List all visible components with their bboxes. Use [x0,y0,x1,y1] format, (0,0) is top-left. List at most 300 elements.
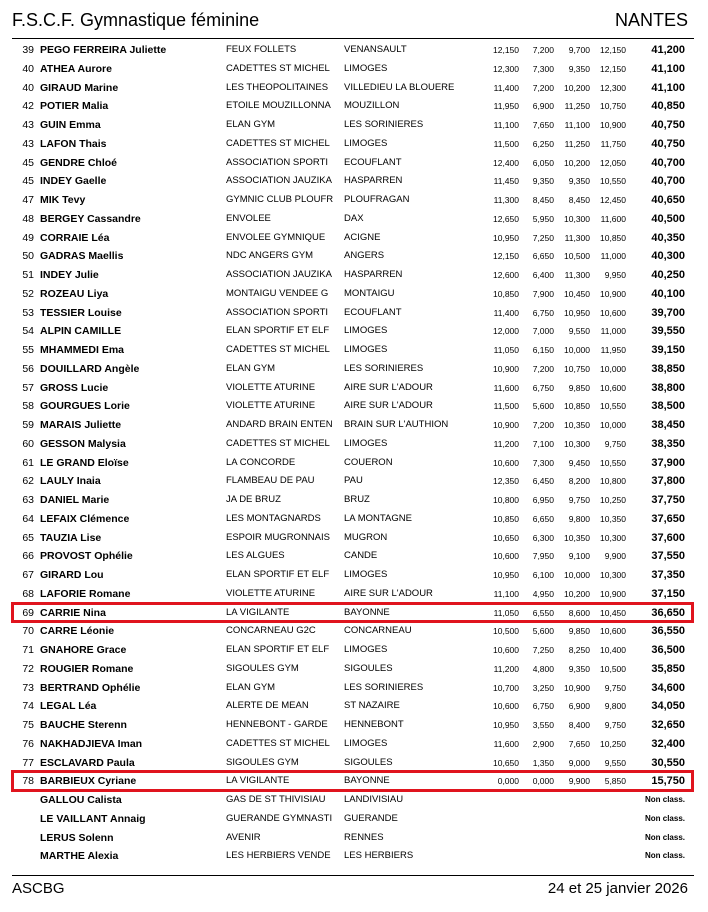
club-city: LIMOGES [344,737,388,749]
total-score: 37,550 [651,550,685,563]
score-apparatus-3: 11,300 [564,232,590,243]
total-score: 40,700 [651,175,685,188]
total-score: 38,450 [651,419,685,431]
gymnast-name: MHAMMEDI Ema [40,344,125,356]
organizer: ASCBG [12,880,65,897]
score-apparatus-2: 7,200 [532,420,554,430]
rank-cell: 57 [22,381,34,394]
score-apparatus-3: 9,350 [568,176,590,187]
score-apparatus-3: 10,300 [564,438,590,449]
score-apparatus-4: 10,350 [600,513,626,524]
club-name: NDC ANGERS GYM [226,250,314,262]
score-apparatus-2: 7,300 [532,63,554,74]
rank-cell: 61 [22,456,34,469]
score-apparatus-4: 9,900 [604,551,626,562]
total-score: 32,650 [651,719,685,731]
score-apparatus-3: 10,450 [564,288,590,299]
score-apparatus-1: 11,300 [493,195,519,205]
club-name: ELAN GYM [226,119,276,130]
score-apparatus-1: 10,650 [493,532,519,543]
page-header [12,10,690,34]
rank-cell: 67 [22,569,34,581]
score-apparatus-4: 10,600 [600,626,626,637]
score-apparatus-1: 11,050 [493,345,519,355]
table-row [0,491,708,510]
score-apparatus-2: 2,900 [532,738,554,749]
rank-cell: 48 [22,212,34,225]
score-apparatus-3: 10,000 [564,345,590,355]
table-row [0,622,708,641]
table-row [0,547,708,566]
score-apparatus-3: 9,000 [568,757,590,768]
club-city: LIMOGES [344,137,388,149]
club-name: ELAN GYM [226,681,276,693]
score-apparatus-4: 10,550 [600,176,626,187]
gymnast-name: NAKHADJIEVA Iman [40,737,143,750]
club-name: ESPOIR MUGRONNAIS [226,531,330,543]
rank-cell: 69 [22,606,34,619]
gymnast-name: CARRE Léonie [40,625,115,638]
gymnast-name: GESSON Malysia [40,437,126,450]
total-score: 40,750 [651,119,685,131]
total-score: 34,050 [651,700,685,713]
table-row [0,154,708,173]
club-name: ALERTE DE MEAN [226,700,309,712]
club-city: SIGOULES [344,756,393,768]
score-apparatus-2: 6,950 [532,495,554,505]
table-row [0,379,708,398]
score-apparatus-4: 12,050 [600,157,626,168]
score-apparatus-4: 9,750 [604,720,626,730]
table-row [0,360,708,379]
gymnast-name: CORRAIE Léa [40,231,110,244]
table-row [0,210,708,229]
club-city: ECOUFLANT [344,156,402,168]
score-apparatus-1: 12,350 [493,476,519,487]
score-apparatus-3: 9,700 [568,45,590,55]
club-city: LIMOGES [344,644,388,655]
rank-cell: 45 [22,175,34,188]
club-city: COUERON [344,456,393,468]
table-row [0,810,708,829]
score-apparatus-4: 9,550 [604,757,626,768]
club-name: LES MONTAGNARDS [226,512,321,524]
gymnast-name: MIK Tevy [40,194,86,206]
table-row [0,716,708,735]
header-divider [12,38,694,39]
rank-cell: 70 [22,625,34,638]
total-score: 37,900 [651,456,685,469]
score-apparatus-1: 10,950 [493,232,519,243]
rank-cell: 75 [22,719,34,731]
gymnast-name: LEGAL Léa [40,700,97,713]
score-apparatus-4: 10,850 [600,232,626,243]
club-name: CADETTES ST MICHEL [226,137,330,149]
club-city: LES SORINIERES [344,681,424,693]
club-city: AIRE SUR L'ADOUR [344,587,433,599]
club-city: LES SORINIERES [344,119,424,130]
score-apparatus-4: 9,800 [604,701,626,712]
score-apparatus-4: 10,000 [600,363,626,374]
score-apparatus-3: 10,950 [564,307,590,318]
score-apparatus-2: 7,650 [532,120,554,130]
rank-cell: 51 [22,269,34,281]
club-name: ASSOCIATION SPORTI [226,306,329,318]
club-city: LA MONTAGNE [344,512,412,524]
score-apparatus-4: 10,900 [600,288,626,299]
club-name: ASSOCIATION SPORTI [226,156,329,168]
score-apparatus-3: 10,200 [564,157,590,168]
score-apparatus-1: 10,600 [493,551,519,562]
score-apparatus-3: 9,350 [568,663,590,674]
gymnast-name: ESCLAVARD Paula [40,756,135,769]
club-city: LIMOGES [344,437,388,449]
club-name: LES HERBIERS VENDE [226,850,331,862]
score-apparatus-3: 10,200 [564,588,590,599]
score-apparatus-1: 10,800 [493,495,519,505]
score-apparatus-4: 10,800 [600,476,626,487]
club-city: HASPARREN [344,269,403,280]
event-city: NANTES [614,10,688,30]
score-apparatus-1: 11,500 [493,138,519,149]
total-score: 40,350 [651,231,685,244]
score-apparatus-4: 10,550 [600,457,626,468]
gymnast-name: LAFORIE Romane [40,587,131,600]
club-city: BRAIN SUR L'AUTHION [344,419,449,430]
rank-cell: 64 [22,512,34,525]
table-row [0,341,708,360]
score-apparatus-2: 5,600 [532,626,554,637]
club-name: LA VIGILANTE [226,606,290,618]
gymnast-name: LEFAIX Clémence [40,512,130,525]
score-apparatus-2: 6,450 [532,476,554,487]
club-city: PAU [344,475,363,487]
gymnast-name: INDEY Julie [40,269,99,281]
total-score: 36,550 [651,625,685,638]
total-score: Non class. [644,813,685,823]
gymnast-name: BAUCHE Sterenn [40,719,127,731]
table-row [0,304,708,323]
total-score: 37,150 [651,587,685,600]
score-apparatus-2: 5,600 [532,401,554,412]
rank-cell: 56 [22,362,34,375]
score-apparatus-4: 10,600 [600,382,626,393]
total-score: 30,550 [651,756,685,769]
score-apparatus-1: 11,400 [493,82,519,93]
table-row [0,60,708,79]
gymnast-name: PROVOST Ophélie [40,550,133,563]
table-row [0,416,708,435]
club-name: LES THEOPOLITAINES [226,81,329,93]
score-apparatus-3: 9,450 [568,457,590,468]
gymnast-name: CARRIE Nina [40,606,106,619]
gymnast-name: DANIEL Marie [40,494,110,506]
table-row [0,697,708,716]
club-city: SIGOULES [344,662,393,674]
score-apparatus-2: 4,800 [532,663,554,674]
gymnast-name: GENDRE Chloé [40,156,118,169]
score-apparatus-1: 11,600 [493,738,519,749]
table-row [0,454,708,473]
club-city: HENNEBONT [344,719,404,730]
club-city: MOUZILLON [344,100,400,112]
table-row [0,172,708,191]
gymnast-name: BERTRAND Ophélie [40,681,141,694]
score-apparatus-3: 7,650 [568,738,590,749]
score-apparatus-3: 8,250 [568,645,590,655]
score-apparatus-3: 10,500 [564,251,590,262]
score-apparatus-3: 6,900 [568,701,590,712]
score-apparatus-1: 11,200 [493,438,519,449]
gymnast-name: GIRARD Lou [40,569,104,581]
table-row [0,472,708,491]
gymnast-name: ROZEAU Liya [40,287,109,300]
score-apparatus-1: 12,300 [493,63,519,74]
score-apparatus-4: 11,000 [600,326,626,337]
score-apparatus-3: 11,250 [564,138,590,149]
club-name: VIOLETTE ATURINE [226,587,316,599]
score-apparatus-1: 10,500 [493,626,519,637]
table-row [0,79,708,98]
club-city: LIMOGES [344,569,388,580]
score-apparatus-2: 0,000 [532,776,554,787]
rank-cell: 40 [22,62,34,75]
total-score: 40,250 [651,269,685,281]
table-row [0,679,708,698]
rank-cell: 39 [22,44,34,56]
table-row [0,397,708,416]
total-score: 38,800 [651,381,685,394]
gymnast-name: PEGO FERREIRA Juliette [40,44,167,56]
total-score: 41,200 [651,44,685,56]
gymnast-name: LAFON Thais [40,137,107,150]
club-city: VILLEDIEU LA BLOUERE [344,81,455,93]
table-row [0,510,708,529]
score-apparatus-1: 10,600 [493,645,519,655]
score-apparatus-1: 11,050 [493,607,519,618]
rank-cell: 78 [22,775,34,788]
club-name: CADETTES ST MICHEL [226,344,330,355]
score-apparatus-2: 6,900 [532,101,554,112]
score-apparatus-2: 9,350 [532,176,554,187]
total-score: 37,600 [651,531,685,544]
score-apparatus-2: 6,100 [532,570,554,580]
score-apparatus-3: 9,800 [568,513,590,524]
club-name: ENVOLEE GYMNIQUE [226,231,326,243]
score-apparatus-2: 3,550 [532,720,554,730]
club-name: GUERANDE GYMNASTI [226,812,333,824]
score-apparatus-1: 10,850 [493,513,519,524]
gymnast-name: TAUZIA Lise [40,531,102,544]
club-name: ANDARD BRAIN ENTEN [226,419,333,430]
total-score: 40,300 [651,250,685,263]
score-apparatus-4: 10,400 [600,645,626,655]
score-apparatus-3: 10,300 [564,213,590,224]
rank-cell: 68 [22,587,34,600]
table-row [0,754,708,773]
score-apparatus-2: 6,750 [532,382,554,393]
score-apparatus-1: 10,950 [493,570,519,580]
club-city: LES SORINIERES [344,362,424,374]
club-city: BAYONNE [344,606,390,618]
club-name: GAS DE ST THIVISIAU [226,794,326,805]
score-apparatus-2: 7,200 [532,82,554,93]
gymnast-name: BARBIEUX Cyriane [40,775,137,788]
score-apparatus-4: 10,250 [600,738,626,749]
club-name: CONCARNEAU G2C [226,625,316,637]
club-name: AVENIR [226,831,261,843]
score-apparatus-2: 6,050 [532,157,554,168]
rank-cell: 63 [22,494,34,506]
rank-cell: 60 [22,437,34,450]
score-apparatus-4: 10,250 [600,495,626,505]
score-apparatus-1: 12,600 [493,270,519,280]
score-apparatus-1: 10,900 [493,363,519,374]
total-score: 35,850 [651,662,685,675]
club-city: LIMOGES [344,62,388,74]
gymnast-name: TESSIER Louise [40,306,122,319]
gymnast-name: POTIER Malia [40,100,109,113]
score-apparatus-3: 8,400 [568,720,590,730]
score-apparatus-1: 12,400 [493,157,519,168]
rank-cell: 49 [22,231,34,244]
club-name: FEUX FOLLETS [226,44,297,55]
score-apparatus-1: 12,650 [493,213,519,224]
rank-cell: 65 [22,531,34,544]
club-city: MUGRON [344,531,388,543]
score-apparatus-1: 11,950 [493,101,519,112]
total-score: 37,750 [651,494,685,506]
club-name: CADETTES ST MICHEL [226,62,330,74]
score-apparatus-1: 11,100 [493,588,519,599]
rank-cell: 59 [22,419,34,431]
gymnast-name: GIRAUD Marine [40,81,119,94]
score-apparatus-3: 10,000 [564,570,590,580]
score-apparatus-4: 9,950 [604,270,626,280]
event-date: 24 et 25 janvier 2026 [547,880,688,897]
club-name: MONTAIGU VENDEE G [226,287,329,299]
rank-cell: 71 [22,644,34,656]
score-apparatus-4: 12,150 [600,45,626,55]
gymnast-name: ROUGIER Romane [40,662,134,675]
gymnast-name: GUIN Emma [40,119,101,131]
rank-cell: 42 [22,100,34,113]
table-row [0,191,708,210]
score-apparatus-3: 8,600 [568,607,590,618]
results-table [0,41,708,866]
rank-cell: 55 [22,344,34,356]
club-name: FLAMBEAU DE PAU [226,475,315,487]
gymnast-name: GROSS Lucie [40,381,109,394]
score-apparatus-4: 10,750 [600,101,626,112]
total-score: 38,350 [651,437,685,450]
club-name: HENNEBONT - GARDE [226,719,328,730]
table-row [0,566,708,585]
gymnast-name: BERGEY Cassandre [40,212,141,225]
score-apparatus-2: 1,350 [532,757,554,768]
rank-cell: 43 [22,119,34,131]
club-city: CANDE [344,550,378,562]
score-apparatus-3: 8,450 [568,195,590,205]
rank-cell: 62 [22,475,34,488]
total-score: 36,650 [651,606,685,619]
total-score: 15,750 [651,775,685,788]
rank-cell: 66 [22,550,34,563]
club-city: HASPARREN [344,175,403,187]
total-score: 39,150 [651,344,685,356]
score-apparatus-1: 10,950 [493,720,519,730]
score-apparatus-4: 10,900 [600,120,626,130]
total-score: 40,750 [651,137,685,150]
gymnast-name: DOUILLARD Angèle [40,362,140,375]
club-name: VIOLETTE ATURINE [226,381,316,393]
gymnast-name: INDEY Gaelle [40,175,107,188]
gymnast-name: GADRAS Maellis [40,250,124,263]
rank-cell: 54 [22,325,34,338]
club-city: ANGERS [344,250,385,262]
score-apparatus-1: 10,900 [493,420,519,430]
total-score: 41,100 [651,81,685,94]
rank-cell: 47 [22,194,34,206]
score-apparatus-3: 9,850 [568,626,590,637]
score-apparatus-1: 12,000 [493,326,519,337]
table-row [0,529,708,548]
club-name: ASSOCIATION JAUZIKA [226,269,332,280]
score-apparatus-4: 11,000 [600,251,626,262]
score-apparatus-1: 10,600 [493,457,519,468]
score-apparatus-3: 9,900 [568,776,590,787]
gymnast-name: LAULY Inaia [40,475,101,488]
score-apparatus-1: 11,600 [493,382,519,393]
club-name: JA DE BRUZ [226,494,281,505]
total-score: 40,500 [651,212,685,225]
score-apparatus-1: 11,500 [493,401,519,412]
score-apparatus-3: 10,750 [564,363,590,374]
score-apparatus-3: 8,200 [568,476,590,487]
score-apparatus-2: 6,250 [532,138,554,149]
score-apparatus-3: 9,350 [568,63,590,74]
rank-cell: 50 [22,250,34,263]
gymnast-name: ALPIN CAMILLE [40,325,122,338]
score-apparatus-2: 6,150 [532,345,554,355]
gymnast-name: MARAIS Juliette [40,419,122,431]
score-apparatus-1: 11,200 [493,663,519,674]
score-apparatus-4: 10,500 [600,663,626,674]
score-apparatus-2: 4,950 [532,588,554,599]
score-apparatus-2: 7,000 [532,326,554,337]
gymnast-name: GNAHORE Grace [40,644,127,656]
score-apparatus-3: 10,350 [564,532,590,543]
table-row-highlighted [0,604,708,623]
table-row [0,641,708,660]
score-apparatus-4: 11,750 [600,138,626,149]
score-apparatus-1: 11,450 [493,176,519,187]
score-apparatus-2: 7,950 [532,551,554,562]
rank-cell: 74 [22,700,34,713]
score-apparatus-1: 0,000 [497,776,519,787]
score-apparatus-2: 6,400 [532,270,554,280]
rank-cell: 77 [22,756,34,769]
club-name: ASSOCIATION JAUZIKA [226,175,332,187]
score-apparatus-4: 11,950 [600,345,626,355]
table-row [0,847,708,866]
total-score: 32,400 [651,737,685,750]
score-apparatus-4: 10,600 [600,307,626,318]
page-footer [12,880,690,900]
table-row [0,135,708,154]
club-city: LIMOGES [344,344,388,355]
total-score: 38,850 [651,362,685,375]
